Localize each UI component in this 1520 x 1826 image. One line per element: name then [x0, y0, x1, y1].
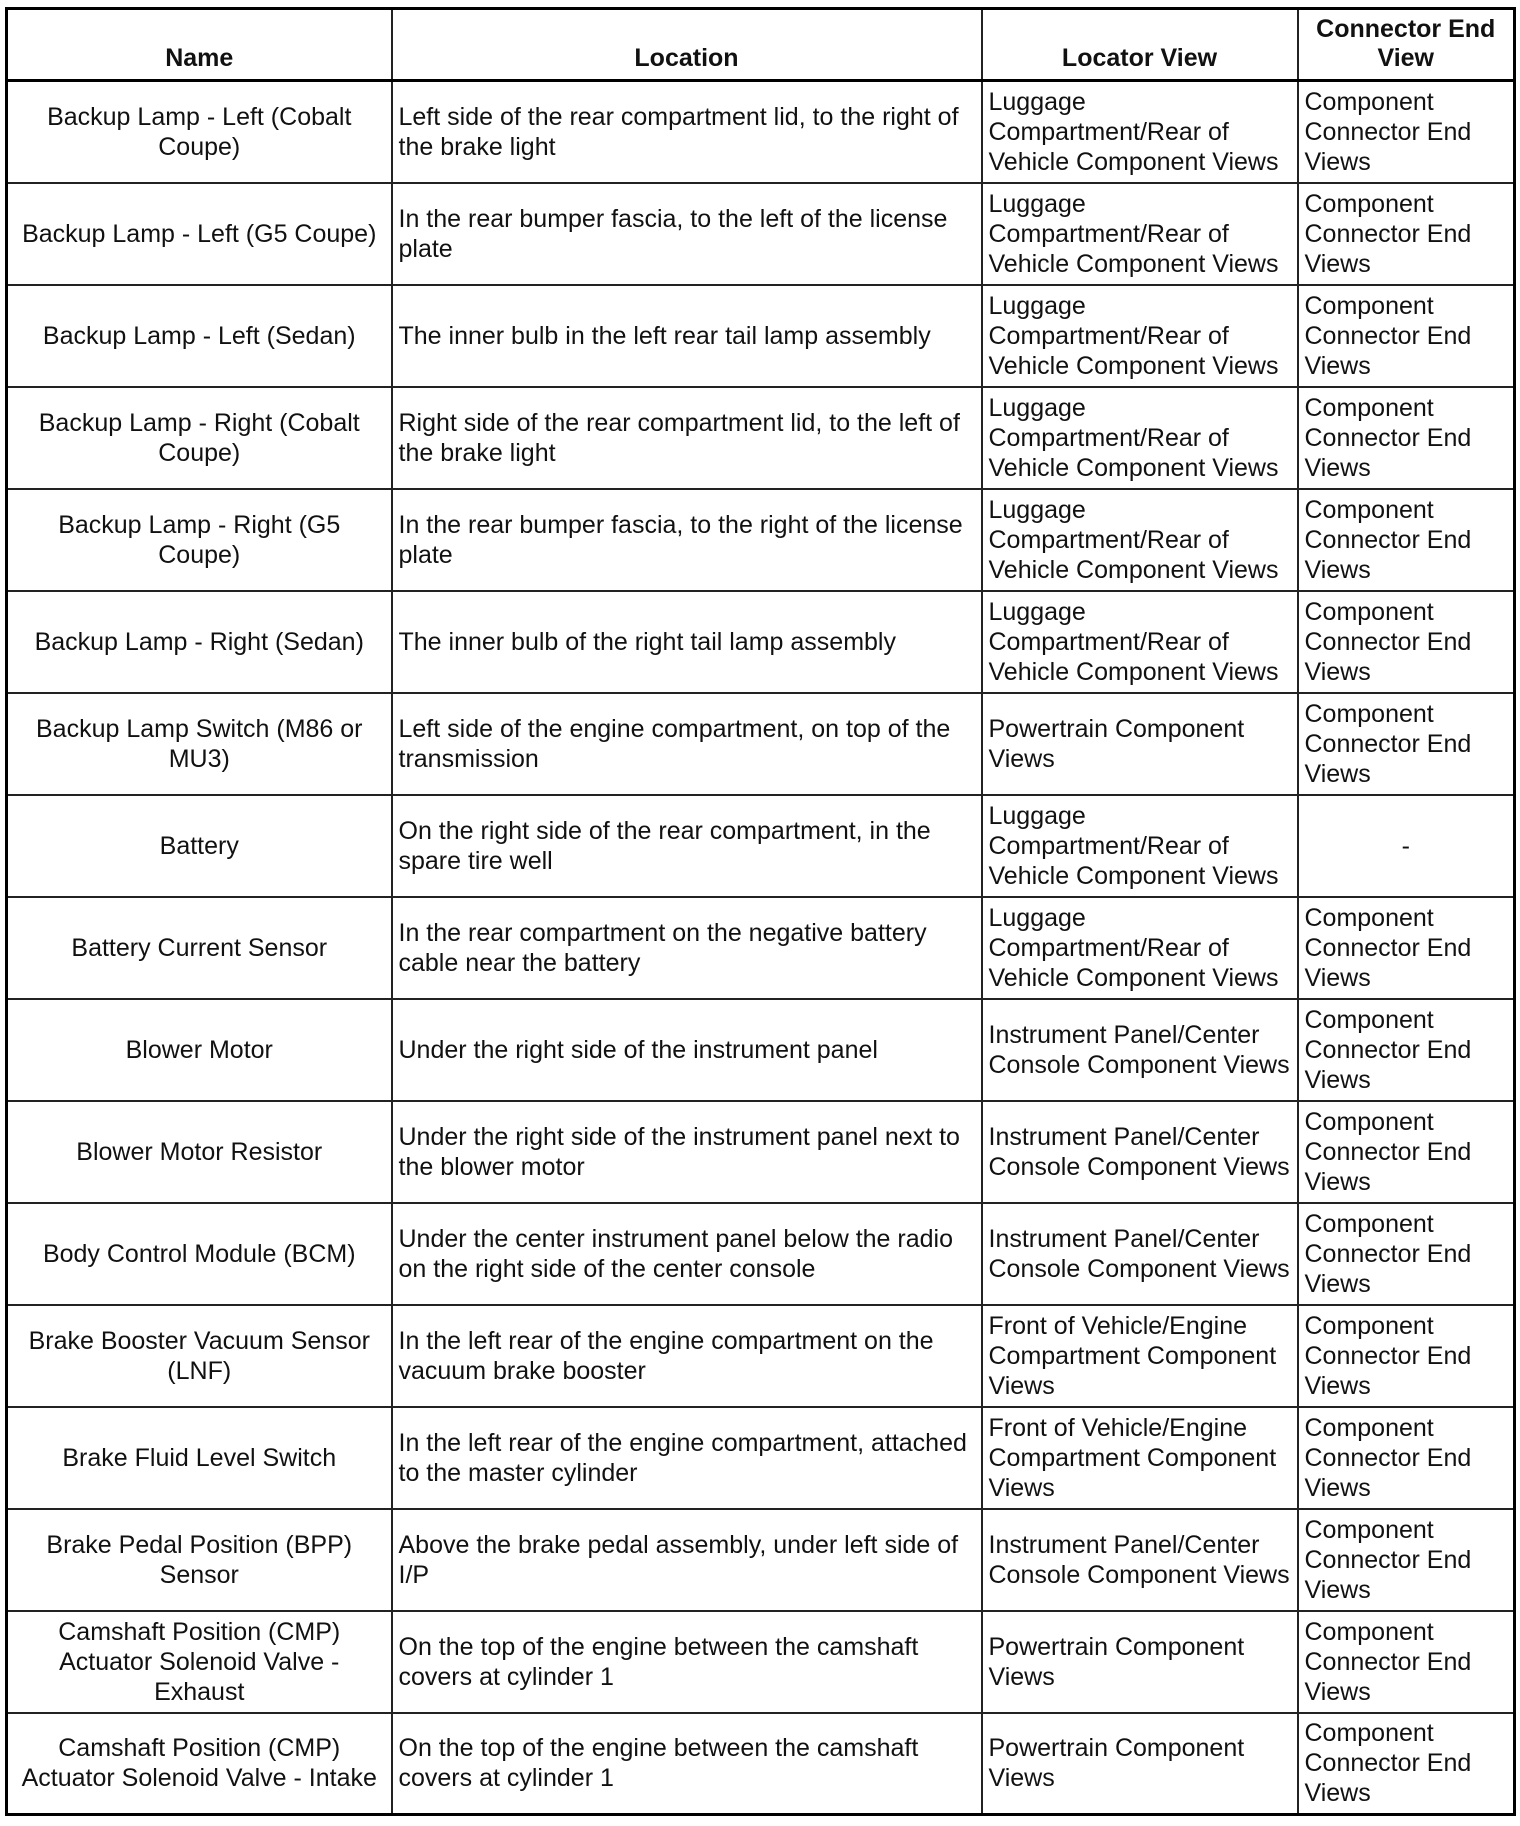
cell-connector-end-view: Component Connector End Views — [1298, 1611, 1515, 1713]
cell-name: Backup Lamp - Right (Cobalt Coupe) — [7, 387, 392, 489]
cell-connector-end-view: Component Connector End Views — [1298, 1713, 1515, 1815]
cell-name: Brake Booster Vacuum Sensor (LNF) — [7, 1305, 392, 1407]
cell-connector-end-view: Component Connector End Views — [1298, 285, 1515, 387]
column-header-location: Location — [392, 9, 982, 81]
table-row — [7, 591, 1515, 693]
cell-locator-view: Luggage Compartment/Rear of Vehicle Component Views — [982, 897, 1298, 999]
cell-connector-end-view: Component Connector End Views — [1298, 489, 1515, 591]
cell-name: Backup Lamp - Left (G5 Coupe) — [7, 183, 392, 285]
cell-locator-view: Front of Vehicle/Engine Compartment Component Views — [982, 1305, 1298, 1407]
cell-locator-view: Front of Vehicle/Engine Compartment Component Views — [982, 1407, 1298, 1509]
table-row — [7, 183, 1515, 285]
cell-location: The inner bulb of the right tail lamp assembly — [392, 591, 982, 693]
cell-location: In the left rear of the engine compartment, attached to the master cylinder — [392, 1407, 982, 1509]
table-row — [7, 1305, 1515, 1407]
table-row — [7, 999, 1515, 1101]
table-row — [7, 1509, 1515, 1611]
cell-location: On the right side of the rear compartment, in the spare tire well — [392, 795, 982, 897]
table-row — [7, 1611, 1515, 1713]
cell-name: Battery — [7, 795, 392, 897]
cell-name: Backup Lamp - Left (Cobalt Coupe) — [7, 81, 392, 183]
cell-name: Battery Current Sensor — [7, 897, 392, 999]
cell-locator-view: Powertrain Component Views — [982, 693, 1298, 795]
table-row — [7, 1101, 1515, 1203]
cell-locator-view: Instrument Panel/Center Console Component Views — [982, 1509, 1298, 1611]
cell-name: Blower Motor Resistor — [7, 1101, 392, 1203]
cell-name: Brake Fluid Level Switch — [7, 1407, 392, 1509]
cell-name: Backup Lamp - Right (Sedan) — [7, 591, 392, 693]
table-row — [7, 795, 1515, 897]
table-row — [7, 387, 1515, 489]
cell-name: Backup Lamp Switch (M86 or MU3) — [7, 693, 392, 795]
column-header-locator-view: Locator View — [982, 9, 1298, 81]
cell-location: In the rear bumper fascia, to the right of the license plate — [392, 489, 982, 591]
table-row — [7, 1203, 1515, 1305]
cell-location: The inner bulb in the left rear tail lamp assembly — [392, 285, 982, 387]
cell-locator-view: Luggage Compartment/Rear of Vehicle Component Views — [982, 387, 1298, 489]
cell-connector-end-view: Component Connector End Views — [1298, 1407, 1515, 1509]
cell-locator-view: Luggage Compartment/Rear of Vehicle Component Views — [982, 183, 1298, 285]
cell-name: Body Control Module (BCM) — [7, 1203, 392, 1305]
cell-connector-end-view: Component Connector End Views — [1298, 693, 1515, 795]
cell-location: Right side of the rear compartment lid, to the left of the brake light — [392, 387, 982, 489]
cell-connector-end-view: Component Connector End Views — [1298, 1101, 1515, 1203]
table-header-row — [7, 9, 1515, 81]
cell-name: Camshaft Position (CMP) Actuator Solenoid Valve - Intake — [7, 1713, 392, 1815]
cell-connector-end-view: Component Connector End Views — [1298, 1203, 1515, 1305]
cell-location: In the rear compartment on the negative battery cable near the battery — [392, 897, 982, 999]
table-row — [7, 81, 1515, 183]
cell-locator-view: Luggage Compartment/Rear of Vehicle Component Views — [982, 81, 1298, 183]
cell-location: Under the right side of the instrument panel — [392, 999, 982, 1101]
cell-location: Left side of the engine compartment, on top of the transmission — [392, 693, 982, 795]
cell-locator-view: Luggage Compartment/Rear of Vehicle Component Views — [982, 489, 1298, 591]
cell-locator-view: Instrument Panel/Center Console Component Views — [982, 1101, 1298, 1203]
cell-locator-view: Powertrain Component Views — [982, 1611, 1298, 1713]
cell-connector-end-view: Component Connector End Views — [1298, 999, 1515, 1101]
cell-connector-end-view: - — [1298, 795, 1515, 897]
table-row — [7, 897, 1515, 999]
cell-connector-end-view: Component Connector End Views — [1298, 1509, 1515, 1611]
cell-connector-end-view: Component Connector End Views — [1298, 1305, 1515, 1407]
cell-name: Backup Lamp - Left (Sedan) — [7, 285, 392, 387]
cell-name: Camshaft Position (CMP) Actuator Solenoid Valve - Exhaust — [7, 1611, 392, 1713]
table-row — [7, 1713, 1515, 1815]
cell-location: Under the right side of the instrument panel next to the blower motor — [392, 1101, 982, 1203]
component-locator-table — [5, 7, 1516, 1816]
cell-connector-end-view: Component Connector End Views — [1298, 591, 1515, 693]
column-header-name: Name — [7, 9, 392, 81]
cell-locator-view: Luggage Compartment/Rear of Vehicle Component Views — [982, 795, 1298, 897]
cell-locator-view: Instrument Panel/Center Console Component Views — [982, 999, 1298, 1101]
cell-name: Blower Motor — [7, 999, 392, 1101]
cell-locator-view: Instrument Panel/Center Console Component Views — [982, 1203, 1298, 1305]
cell-name: Brake Pedal Position (BPP) Sensor — [7, 1509, 392, 1611]
cell-locator-view: Luggage Compartment/Rear of Vehicle Component Views — [982, 285, 1298, 387]
cell-name: Backup Lamp - Right (G5 Coupe) — [7, 489, 392, 591]
cell-locator-view: Luggage Compartment/Rear of Vehicle Component Views — [982, 591, 1298, 693]
column-header-connector-end-view: Connector End View — [1298, 9, 1515, 81]
cell-location: On the top of the engine between the camshaft covers at cylinder 1 — [392, 1611, 982, 1713]
cell-location: In the rear bumper fascia, to the left of the license plate — [392, 183, 982, 285]
cell-connector-end-view: Component Connector End Views — [1298, 387, 1515, 489]
table-row — [7, 1407, 1515, 1509]
table-row — [7, 489, 1515, 591]
component-locator-table-wrapper — [5, 7, 1513, 1816]
cell-locator-view: Powertrain Component Views — [982, 1713, 1298, 1815]
cell-location: Under the center instrument panel below the radio on the right side of the center console — [392, 1203, 982, 1305]
cell-location: On the top of the engine between the camshaft covers at cylinder 1 — [392, 1713, 982, 1815]
table-row — [7, 285, 1515, 387]
cell-location: Above the brake pedal assembly, under left side of I/P — [392, 1509, 982, 1611]
table-row — [7, 693, 1515, 795]
cell-connector-end-view: Component Connector End Views — [1298, 183, 1515, 285]
cell-location: Left side of the rear compartment lid, to the right of the brake light — [392, 81, 982, 183]
cell-connector-end-view: Component Connector End Views — [1298, 81, 1515, 183]
cell-connector-end-view: Component Connector End Views — [1298, 897, 1515, 999]
cell-location: In the left rear of the engine compartment on the vacuum brake booster — [392, 1305, 982, 1407]
